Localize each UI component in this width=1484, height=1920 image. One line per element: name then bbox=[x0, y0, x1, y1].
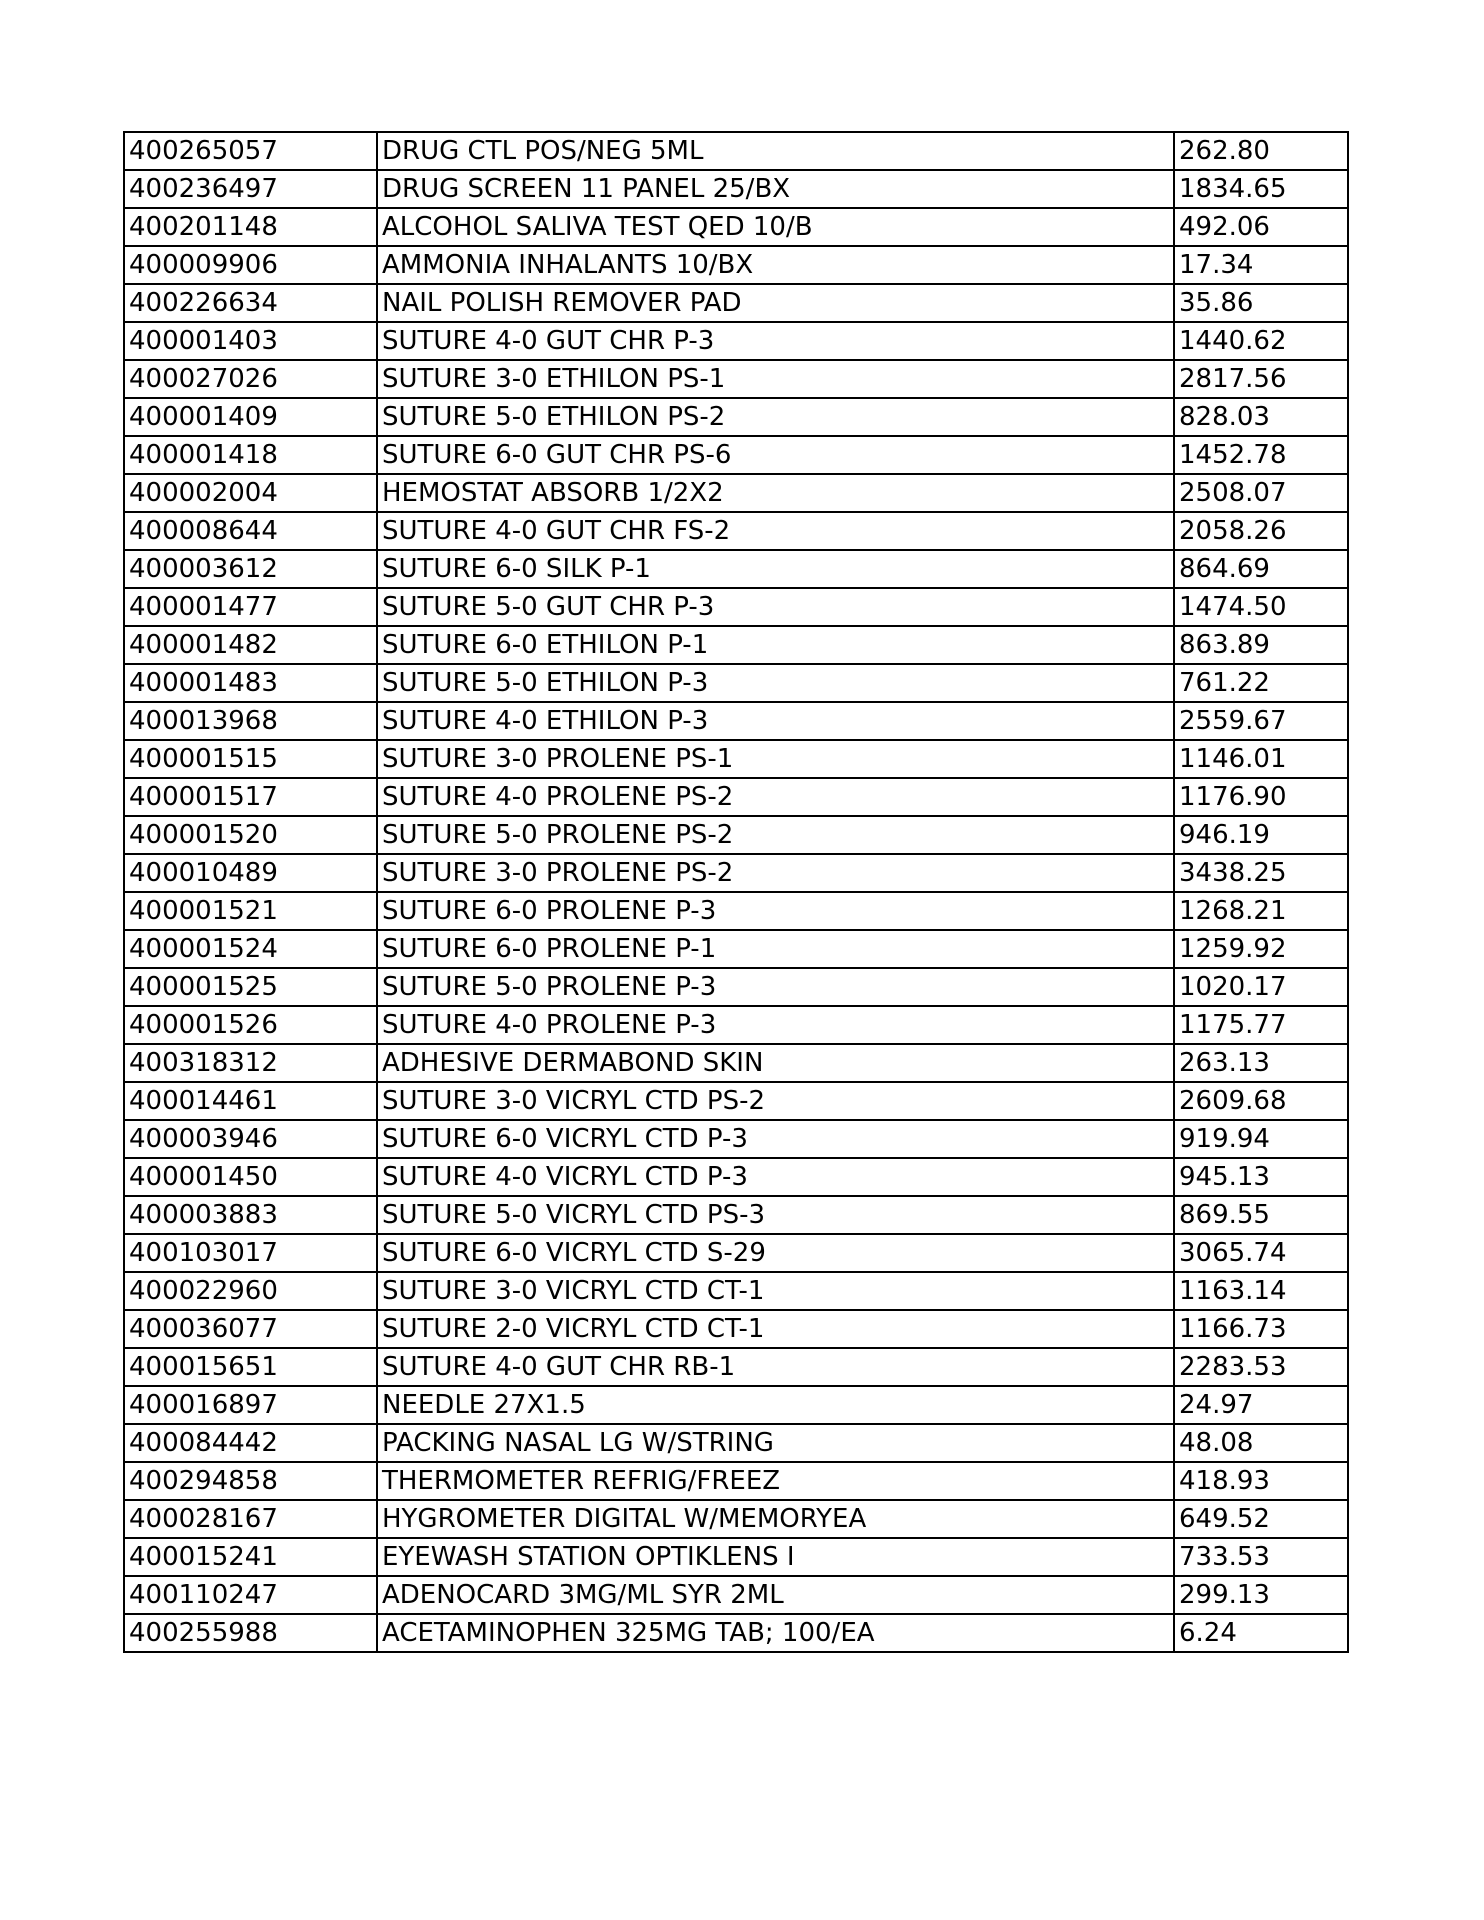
item-description-cell: SUTURE 3-0 VICRYL CTD CT-1 bbox=[377, 1272, 1174, 1310]
table-row bbox=[124, 892, 1348, 930]
item-price-cell: 1268.21 bbox=[1174, 892, 1348, 930]
item-code-cell: 400201148 bbox=[124, 208, 377, 246]
item-price-cell: 3438.25 bbox=[1174, 854, 1348, 892]
item-code-cell: 400001418 bbox=[124, 436, 377, 474]
item-price-cell: 1146.01 bbox=[1174, 740, 1348, 778]
item-code-cell: 400027026 bbox=[124, 360, 377, 398]
item-description-cell: SUTURE 4-0 PROLENE P-3 bbox=[377, 1006, 1174, 1044]
item-code-cell: 400001450 bbox=[124, 1158, 377, 1196]
item-price-cell: 1834.65 bbox=[1174, 170, 1348, 208]
item-price-cell: 945.13 bbox=[1174, 1158, 1348, 1196]
item-price-cell: 2609.68 bbox=[1174, 1082, 1348, 1120]
item-code-cell: 400001483 bbox=[124, 664, 377, 702]
item-price-cell: 299.13 bbox=[1174, 1576, 1348, 1614]
item-description-cell: THERMOMETER REFRIG/FREEZ bbox=[377, 1462, 1174, 1500]
item-price-cell: 48.08 bbox=[1174, 1424, 1348, 1462]
item-code-cell: 400255988 bbox=[124, 1614, 377, 1652]
item-price-cell: 24.97 bbox=[1174, 1386, 1348, 1424]
table-row bbox=[124, 968, 1348, 1006]
item-price-cell: 263.13 bbox=[1174, 1044, 1348, 1082]
item-code-cell: 400022960 bbox=[124, 1272, 377, 1310]
item-code-cell: 400028167 bbox=[124, 1500, 377, 1538]
table-row bbox=[124, 360, 1348, 398]
item-price-cell: 1166.73 bbox=[1174, 1310, 1348, 1348]
item-code-cell: 400001515 bbox=[124, 740, 377, 778]
item-price-cell: 869.55 bbox=[1174, 1196, 1348, 1234]
item-price-cell: 418.93 bbox=[1174, 1462, 1348, 1500]
item-code-cell: 400001409 bbox=[124, 398, 377, 436]
item-price-cell: 2559.67 bbox=[1174, 702, 1348, 740]
item-description-cell: SUTURE 3-0 PROLENE PS-1 bbox=[377, 740, 1174, 778]
item-code-cell: 400003946 bbox=[124, 1120, 377, 1158]
price-table bbox=[123, 131, 1349, 1653]
item-description-cell: SUTURE 5-0 ETHILON P-3 bbox=[377, 664, 1174, 702]
item-price-cell: 1474.50 bbox=[1174, 588, 1348, 626]
item-description-cell: SUTURE 6-0 VICRYL CTD S-29 bbox=[377, 1234, 1174, 1272]
item-price-cell: 492.06 bbox=[1174, 208, 1348, 246]
item-code-cell: 400236497 bbox=[124, 170, 377, 208]
table-row bbox=[124, 1196, 1348, 1234]
item-price-cell: 761.22 bbox=[1174, 664, 1348, 702]
item-price-cell: 1163.14 bbox=[1174, 1272, 1348, 1310]
table-row bbox=[124, 930, 1348, 968]
item-description-cell: SUTURE 6-0 PROLENE P-1 bbox=[377, 930, 1174, 968]
item-description-cell: SUTURE 4-0 VICRYL CTD P-3 bbox=[377, 1158, 1174, 1196]
item-price-cell: 863.89 bbox=[1174, 626, 1348, 664]
item-price-cell: 6.24 bbox=[1174, 1614, 1348, 1652]
item-description-cell: SUTURE 5-0 VICRYL CTD PS-3 bbox=[377, 1196, 1174, 1234]
item-code-cell: 400001526 bbox=[124, 1006, 377, 1044]
item-code-cell: 400001482 bbox=[124, 626, 377, 664]
table-row bbox=[124, 1044, 1348, 1082]
item-price-cell: 1440.62 bbox=[1174, 322, 1348, 360]
table-row bbox=[124, 1386, 1348, 1424]
table-row bbox=[124, 1158, 1348, 1196]
table-row bbox=[124, 398, 1348, 436]
item-price-cell: 733.53 bbox=[1174, 1538, 1348, 1576]
item-description-cell: ADENOCARD 3MG/ML SYR 2ML bbox=[377, 1576, 1174, 1614]
item-description-cell: DRUG SCREEN 11 PANEL 25/BX bbox=[377, 170, 1174, 208]
item-price-cell: 1175.77 bbox=[1174, 1006, 1348, 1044]
table-row bbox=[124, 854, 1348, 892]
item-description-cell: ACETAMINOPHEN 325MG TAB; 100/EA bbox=[377, 1614, 1174, 1652]
item-price-cell: 2817.56 bbox=[1174, 360, 1348, 398]
item-code-cell: 400001521 bbox=[124, 892, 377, 930]
table-row bbox=[124, 588, 1348, 626]
item-code-cell: 400294858 bbox=[124, 1462, 377, 1500]
item-description-cell: SUTURE 5-0 GUT CHR P-3 bbox=[377, 588, 1174, 626]
item-price-cell: 1452.78 bbox=[1174, 436, 1348, 474]
item-code-cell: 400010489 bbox=[124, 854, 377, 892]
item-description-cell: SUTURE 6-0 PROLENE P-3 bbox=[377, 892, 1174, 930]
item-price-cell: 1176.90 bbox=[1174, 778, 1348, 816]
item-description-cell: AMMONIA INHALANTS 10/BX bbox=[377, 246, 1174, 284]
table-body bbox=[124, 132, 1348, 1652]
item-description-cell: SUTURE 3-0 ETHILON PS-1 bbox=[377, 360, 1174, 398]
table-row bbox=[124, 626, 1348, 664]
item-code-cell: 400001520 bbox=[124, 816, 377, 854]
item-code-cell: 400265057 bbox=[124, 132, 377, 170]
table-row bbox=[124, 1614, 1348, 1652]
table-row bbox=[124, 208, 1348, 246]
table-row bbox=[124, 1082, 1348, 1120]
table-row bbox=[124, 1500, 1348, 1538]
item-description-cell: SUTURE 3-0 PROLENE PS-2 bbox=[377, 854, 1174, 892]
item-code-cell: 400001517 bbox=[124, 778, 377, 816]
table-row bbox=[124, 1234, 1348, 1272]
item-code-cell: 400013968 bbox=[124, 702, 377, 740]
item-code-cell: 400001524 bbox=[124, 930, 377, 968]
item-price-cell: 649.52 bbox=[1174, 1500, 1348, 1538]
item-code-cell: 400002004 bbox=[124, 474, 377, 512]
item-code-cell: 400009906 bbox=[124, 246, 377, 284]
item-description-cell: HYGROMETER DIGITAL W/MEMORYEA bbox=[377, 1500, 1174, 1538]
item-description-cell: ADHESIVE DERMABOND SKIN bbox=[377, 1044, 1174, 1082]
item-description-cell: SUTURE 6-0 VICRYL CTD P-3 bbox=[377, 1120, 1174, 1158]
table-row bbox=[124, 1462, 1348, 1500]
item-description-cell: SUTURE 5-0 ETHILON PS-2 bbox=[377, 398, 1174, 436]
table-row bbox=[124, 1424, 1348, 1462]
item-description-cell: ALCOHOL SALIVA TEST QED 10/B bbox=[377, 208, 1174, 246]
item-price-cell: 864.69 bbox=[1174, 550, 1348, 588]
item-description-cell: PACKING NASAL LG W/STRING bbox=[377, 1424, 1174, 1462]
item-price-cell: 828.03 bbox=[1174, 398, 1348, 436]
item-description-cell: SUTURE 4-0 PROLENE PS-2 bbox=[377, 778, 1174, 816]
item-code-cell: 400001525 bbox=[124, 968, 377, 1006]
item-price-cell: 17.34 bbox=[1174, 246, 1348, 284]
table-row bbox=[124, 816, 1348, 854]
item-code-cell: 400084442 bbox=[124, 1424, 377, 1462]
item-code-cell: 400015241 bbox=[124, 1538, 377, 1576]
item-code-cell: 400008644 bbox=[124, 512, 377, 550]
item-code-cell: 400103017 bbox=[124, 1234, 377, 1272]
table-row bbox=[124, 436, 1348, 474]
item-description-cell: SUTURE 4-0 GUT CHR P-3 bbox=[377, 322, 1174, 360]
table-row bbox=[124, 550, 1348, 588]
item-code-cell: 400318312 bbox=[124, 1044, 377, 1082]
item-description-cell: NEEDLE 27X1.5 bbox=[377, 1386, 1174, 1424]
item-description-cell: SUTURE 6-0 ETHILON P-1 bbox=[377, 626, 1174, 664]
item-description-cell: SUTURE 5-0 PROLENE PS-2 bbox=[377, 816, 1174, 854]
item-code-cell: 400036077 bbox=[124, 1310, 377, 1348]
item-description-cell: DRUG CTL POS/NEG 5ML bbox=[377, 132, 1174, 170]
item-code-cell: 400014461 bbox=[124, 1082, 377, 1120]
table-row bbox=[124, 322, 1348, 360]
item-description-cell: SUTURE 5-0 PROLENE P-3 bbox=[377, 968, 1174, 1006]
table-row bbox=[124, 1310, 1348, 1348]
item-description-cell: HEMOSTAT ABSORB 1/2X2 bbox=[377, 474, 1174, 512]
item-description-cell: SUTURE 3-0 VICRYL CTD PS-2 bbox=[377, 1082, 1174, 1120]
table-row bbox=[124, 702, 1348, 740]
table-row bbox=[124, 1538, 1348, 1576]
item-code-cell: 400016897 bbox=[124, 1386, 377, 1424]
item-price-cell: 2058.26 bbox=[1174, 512, 1348, 550]
item-price-cell: 262.80 bbox=[1174, 132, 1348, 170]
table-row bbox=[124, 778, 1348, 816]
item-price-cell: 35.86 bbox=[1174, 284, 1348, 322]
table-row bbox=[124, 1272, 1348, 1310]
item-code-cell: 400015651 bbox=[124, 1348, 377, 1386]
item-code-cell: 400001477 bbox=[124, 588, 377, 626]
item-description-cell: SUTURE 4-0 GUT CHR FS-2 bbox=[377, 512, 1174, 550]
item-description-cell: SUTURE 2-0 VICRYL CTD CT-1 bbox=[377, 1310, 1174, 1348]
item-code-cell: 400110247 bbox=[124, 1576, 377, 1614]
table-row bbox=[124, 1006, 1348, 1044]
item-price-cell: 2508.07 bbox=[1174, 474, 1348, 512]
item-code-cell: 400003612 bbox=[124, 550, 377, 588]
item-price-cell: 1259.92 bbox=[1174, 930, 1348, 968]
item-code-cell: 400003883 bbox=[124, 1196, 377, 1234]
table-row bbox=[124, 246, 1348, 284]
item-description-cell: SUTURE 6-0 GUT CHR PS-6 bbox=[377, 436, 1174, 474]
item-price-cell: 919.94 bbox=[1174, 1120, 1348, 1158]
table-row bbox=[124, 132, 1348, 170]
table-row bbox=[124, 664, 1348, 702]
item-code-cell: 400226634 bbox=[124, 284, 377, 322]
item-description-cell: SUTURE 6-0 SILK P-1 bbox=[377, 550, 1174, 588]
item-description-cell: SUTURE 4-0 ETHILON P-3 bbox=[377, 702, 1174, 740]
item-price-cell: 946.19 bbox=[1174, 816, 1348, 854]
item-description-cell: SUTURE 4-0 GUT CHR RB-1 bbox=[377, 1348, 1174, 1386]
table-row bbox=[124, 512, 1348, 550]
table-row bbox=[124, 1576, 1348, 1614]
table-row bbox=[124, 474, 1348, 512]
item-description-cell: EYEWASH STATION OPTIKLENS I bbox=[377, 1538, 1174, 1576]
item-price-cell: 3065.74 bbox=[1174, 1234, 1348, 1272]
table-row bbox=[124, 170, 1348, 208]
item-description-cell: NAIL POLISH REMOVER PAD bbox=[377, 284, 1174, 322]
table-row bbox=[124, 1348, 1348, 1386]
item-price-cell: 2283.53 bbox=[1174, 1348, 1348, 1386]
table-row bbox=[124, 284, 1348, 322]
table-row bbox=[124, 1120, 1348, 1158]
table-row bbox=[124, 740, 1348, 778]
item-price-cell: 1020.17 bbox=[1174, 968, 1348, 1006]
item-code-cell: 400001403 bbox=[124, 322, 377, 360]
